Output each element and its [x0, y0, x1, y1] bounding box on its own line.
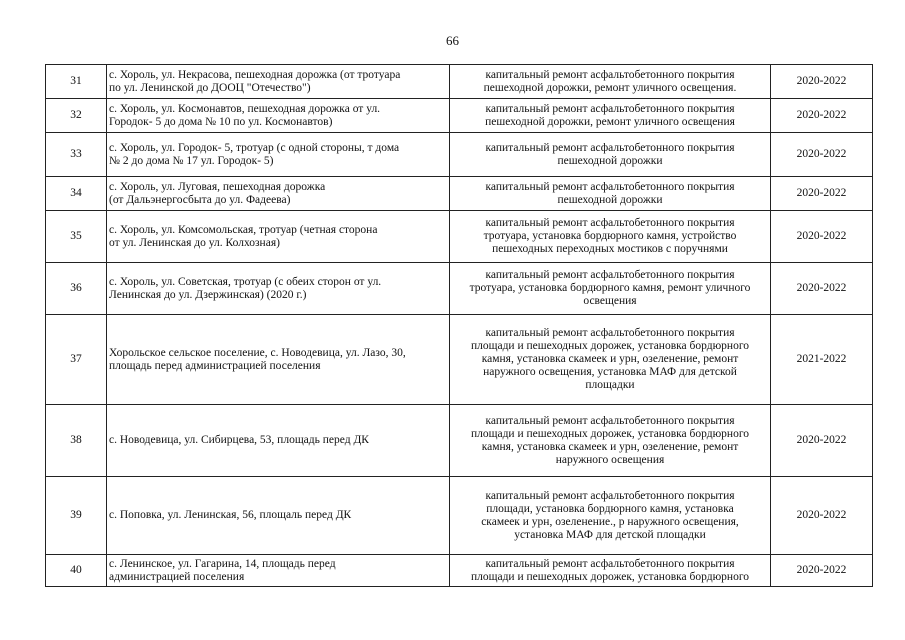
row-period: 2020-2022	[771, 133, 873, 177]
table-row	[46, 555, 873, 587]
row-location: с. Поповка, ул. Ленинская, 56, площаль перед ДК	[107, 477, 450, 555]
table-row	[46, 177, 873, 211]
row-number: 38	[46, 405, 107, 477]
row-location: с. Хороль, ул. Городок- 5, тротуар (с одной стороны, т дома № 2 до дома № 17 ул. Городок- 5)	[107, 133, 450, 177]
table-row	[46, 99, 873, 133]
row-number: 35	[46, 211, 107, 263]
table-row	[46, 315, 873, 405]
row-period: 2020-2022	[771, 405, 873, 477]
row-work: капитальный ремонт асфальтобетонного покрытия тротуара, установка бордюрного камня, ремонт уличного освещения	[450, 263, 771, 315]
table-row	[46, 477, 873, 555]
row-work: капитальный ремонт асфальтобетонного покрытия пешеходной дорожки	[450, 177, 771, 211]
row-location: с. Хороль, ул. Советская, тротуар (с обеих сторон от ул. Ленинская до ул. Дзержинская) (2020 г.)	[107, 263, 450, 315]
row-number: 32	[46, 99, 107, 133]
row-period: 2020-2022	[771, 177, 873, 211]
row-location: с. Хороль, ул. Космонавтов, пешеходная дорожка от ул. Городок- 5 до дома № 10 по ул. Космонавтов)	[107, 99, 450, 133]
row-period: 2021-2022	[771, 315, 873, 405]
row-period: 2020-2022	[771, 263, 873, 315]
row-number: 37	[46, 315, 107, 405]
row-work: капитальный ремонт асфальтобетонного покрытия площади и пешеходных дорожек, установка бордюрного камня, установка скамеек и урн, озеленение, ремонт наружного освещения, установка МАФ для детской площадки	[450, 315, 771, 405]
row-location: с. Хороль, ул. Комсомольская, тротуар (четная сторона от ул. Ленинская до ул. Колхозная)	[107, 211, 450, 263]
row-location: с. Новодевица, ул. Сибирцева, 53, площадь перед ДК	[107, 405, 450, 477]
row-location: Хорольское сельское поселение, с. Новодевица, ул. Лазо, 30, площадь перед администрацией поселения	[107, 315, 450, 405]
row-work: капитальный ремонт асфальтобетонного покрытия тротуара, установка бордюрного камня, устройство пешеходных переходных мостиков с поручнями	[450, 211, 771, 263]
row-location: с. Ленинское, ул. Гагарина, 14, площадь перед администрацией поселения	[107, 555, 450, 587]
row-number: 34	[46, 177, 107, 211]
table-row	[46, 405, 873, 477]
row-number: 40	[46, 555, 107, 587]
row-work: капитальный ремонт асфальтобетонного покрытия площади, установка бордюрного камня, установка скамеек и урн, озеленение., р наружного освещения, установка МАФ для детской площадки	[450, 477, 771, 555]
table-row	[46, 263, 873, 315]
row-number: 31	[46, 65, 107, 99]
row-work: капитальный ремонт асфальтобетонного покрытия пешеходной дорожки, ремонт уличного освещения.	[450, 65, 771, 99]
table-row	[46, 211, 873, 263]
row-location: с. Хороль, ул. Луговая, пешеходная дорожка (от Дальэнергосбыта до ул. Фадеева)	[107, 177, 450, 211]
works-table	[45, 64, 873, 587]
row-period: 2020-2022	[771, 477, 873, 555]
row-period: 2020-2022	[771, 99, 873, 133]
row-number: 39	[46, 477, 107, 555]
row-number: 36	[46, 263, 107, 315]
table-row	[46, 133, 873, 177]
page-number: 66	[446, 33, 459, 48]
row-work: капитальный ремонт асфальтобетонного покрытия пешеходной дорожки, ремонт уличного освещения	[450, 99, 771, 133]
row-work: капитальный ремонт асфальтобетонного покрытия площади и пешеходных дорожек, установка бордюрного камня, установка скамеек и урн, озеленение, ремонт наружного освещения	[450, 405, 771, 477]
row-number: 33	[46, 133, 107, 177]
row-location: с. Хороль, ул. Некрасова, пешеходная дорожка (от тротуара по ул. Ленинской до ДООЦ "Отечество")	[107, 65, 450, 99]
row-work: капитальный ремонт асфальтобетонного покрытия пешеходной дорожки	[450, 133, 771, 177]
row-period: 2020-2022	[771, 555, 873, 587]
table-row	[46, 65, 873, 99]
row-work: капитальный ремонт асфальтобетонного покрытия площади и пешеходных дорожек, установка бордюрного	[450, 555, 771, 587]
row-period: 2020-2022	[771, 65, 873, 99]
row-period: 2020-2022	[771, 211, 873, 263]
